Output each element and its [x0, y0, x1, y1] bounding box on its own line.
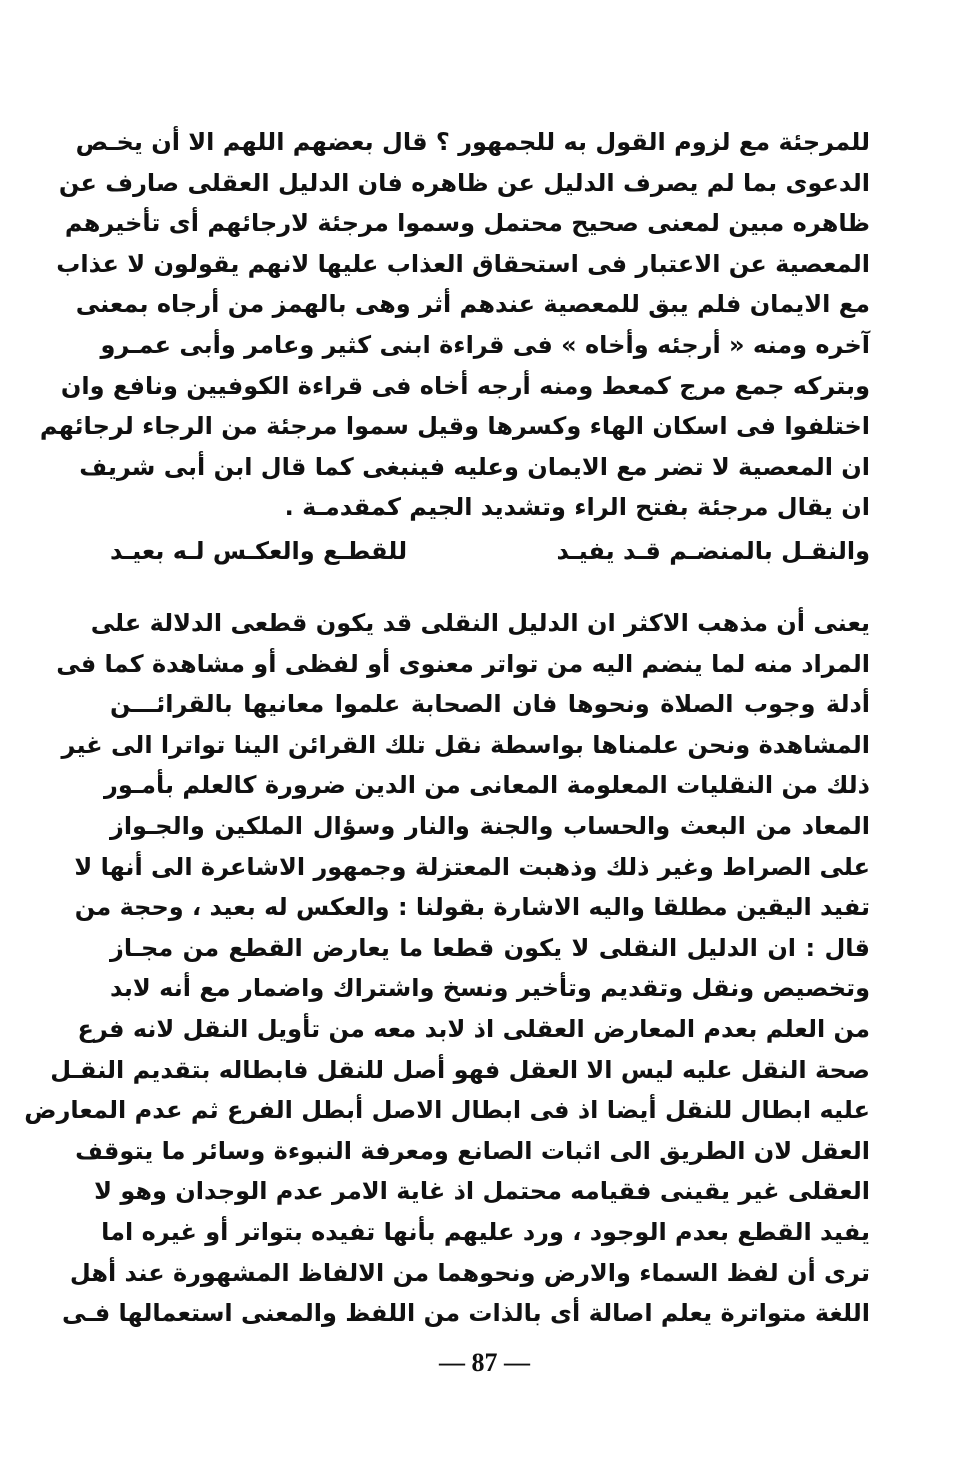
text-line: اللغة متواترة يعلم اصالة أى بالذات من اللفظ والمعنى استعمالها فـى — [61, 1299, 870, 1328]
text-line: ان يقال مرجئة بفتح الراء وتشديد الجيم كمقدمـة . — [284, 493, 870, 522]
text-line: مع الايمان فلم يبق للمعصية عندهم أثر وهى بالهمز من أرجاه بمعنى — [75, 290, 870, 319]
verse-first-hemistich: والنقـل بالمنضـم قـد يفيـد — [556, 537, 870, 565]
text-line: ترى أن لفظ السماء والارض ونحوهما من الالفاظ المشهورة عند أهل — [69, 1258, 870, 1287]
text-line: ذلك من النقليات المعلومة المعانى من الدين ضرورة كالعلم بأمـور — [104, 771, 870, 800]
poem-verse — [110, 530, 870, 572]
text-line: ظاهره مبين لمعنى صحيح محتمل وسموا مرجئة لارجائهم أى تأخيرهم — [64, 209, 870, 238]
text-line: المراد منه لما ينضم اليه من تواتر معنوى أو لفظى أو مشاهدة كما فى — [56, 649, 870, 678]
verse-second-hemistich: للقطـع والعكـس لـه بعيـد — [110, 537, 408, 565]
text-line: المعاد من البعث والحساب والجنة والنار وسؤال الملكين والجـواز — [110, 811, 870, 840]
paragraph-commentary-2 — [24, 603, 870, 1334]
text-line: يفيد القطع بعدم الوجود ، ورد عليهم بأنها تفيده بتواتر أو غيره اما — [101, 1217, 870, 1246]
text-line: العقل لان الطريق الى اثبات الصانع ومعرفة النبوءة وسائر ما يتوقف — [75, 1136, 870, 1165]
paragraph-commentary-1 — [39, 122, 870, 528]
text-line: المشاهدة ونحن علمناها بواسطة نقل تلك القرائن الينا تواترا الى غير — [61, 730, 870, 759]
page-number: — 87 — — [439, 1348, 530, 1377]
text-line: تفيد اليقين مطلقا واليه الاشارة بقولنا : والعكس له بعيد ، وحجة من — [74, 893, 870, 922]
text-line: صحة النقل عليه ليس الا العقل فهو أصل للنقل فابطاله بتقديم النقـل — [50, 1055, 870, 1084]
text-line: من العلم بعدم المعارض العقلى اذ لابد معه من تأويل النقل لانه فرع — [77, 1014, 870, 1043]
text-line: اختلفوا فى اسكان الهاء وكسرها وقيل سموا مرجئة من الرجاء لرجائهم — [39, 412, 870, 441]
text-line: عليه ابطال للنقل أيضا اذ فى ابطال الاصل أبطل الفرع ثم عدم المعارض — [24, 1096, 870, 1125]
text-line: أدلة وجوب الصلاة ونحوها فان الصحابة علموا معانيها بالقرائـــن — [110, 690, 870, 719]
text-line: وبتركه جمع مرج كمعط ومنه أرجه أخاه فى قراءة الكوفيين ونافع وان — [60, 371, 870, 400]
text-line: قال : ان الدليل النقلى لا يكون قطعا ما يعارض القطع من مجـاز — [110, 933, 870, 962]
text-line: الدعوى بما لم يصرف الدليل عن ظاهره فان الدليل العقلى صارف عن — [58, 168, 870, 197]
text-line: على الصراط وغير ذلك وذهبت المعتزلة وجمهور الاشاعرة الى أنها لا — [74, 852, 870, 881]
text-line: العقلى غير يقينى فقيامه محتمل اذ غاية الامر عدم الوجدان وهو لا — [94, 1177, 870, 1206]
text-line: وتخصيص ونقل وتقديم وتأخير ونسخ واشتراك واضمار مع أنه لابد — [110, 974, 870, 1003]
text-line: المعصية عن الاعتبار فى استحقاق العذاب عليها لانهم يقولون لا عذاب — [56, 249, 870, 278]
text-line: يعنى أن مذهب الاكثر ان الدليل النقلى قد يكون قطعى الدلالة على — [90, 609, 870, 637]
text-line: للمرجئة مع لزوم القول به للجمهور ؟ قال بعضهم اللهم الا أن يخـص — [75, 128, 870, 156]
text-line: آخره ومنه « أرجئه وأخاه » فى قراءة ابنى كثير وعامر وأبى عمـرو — [100, 330, 870, 359]
text-line: ان المعصية لا تضر مع الايمان وعليه فينبغى كما قال ابن أبى شريف — [79, 452, 870, 481]
